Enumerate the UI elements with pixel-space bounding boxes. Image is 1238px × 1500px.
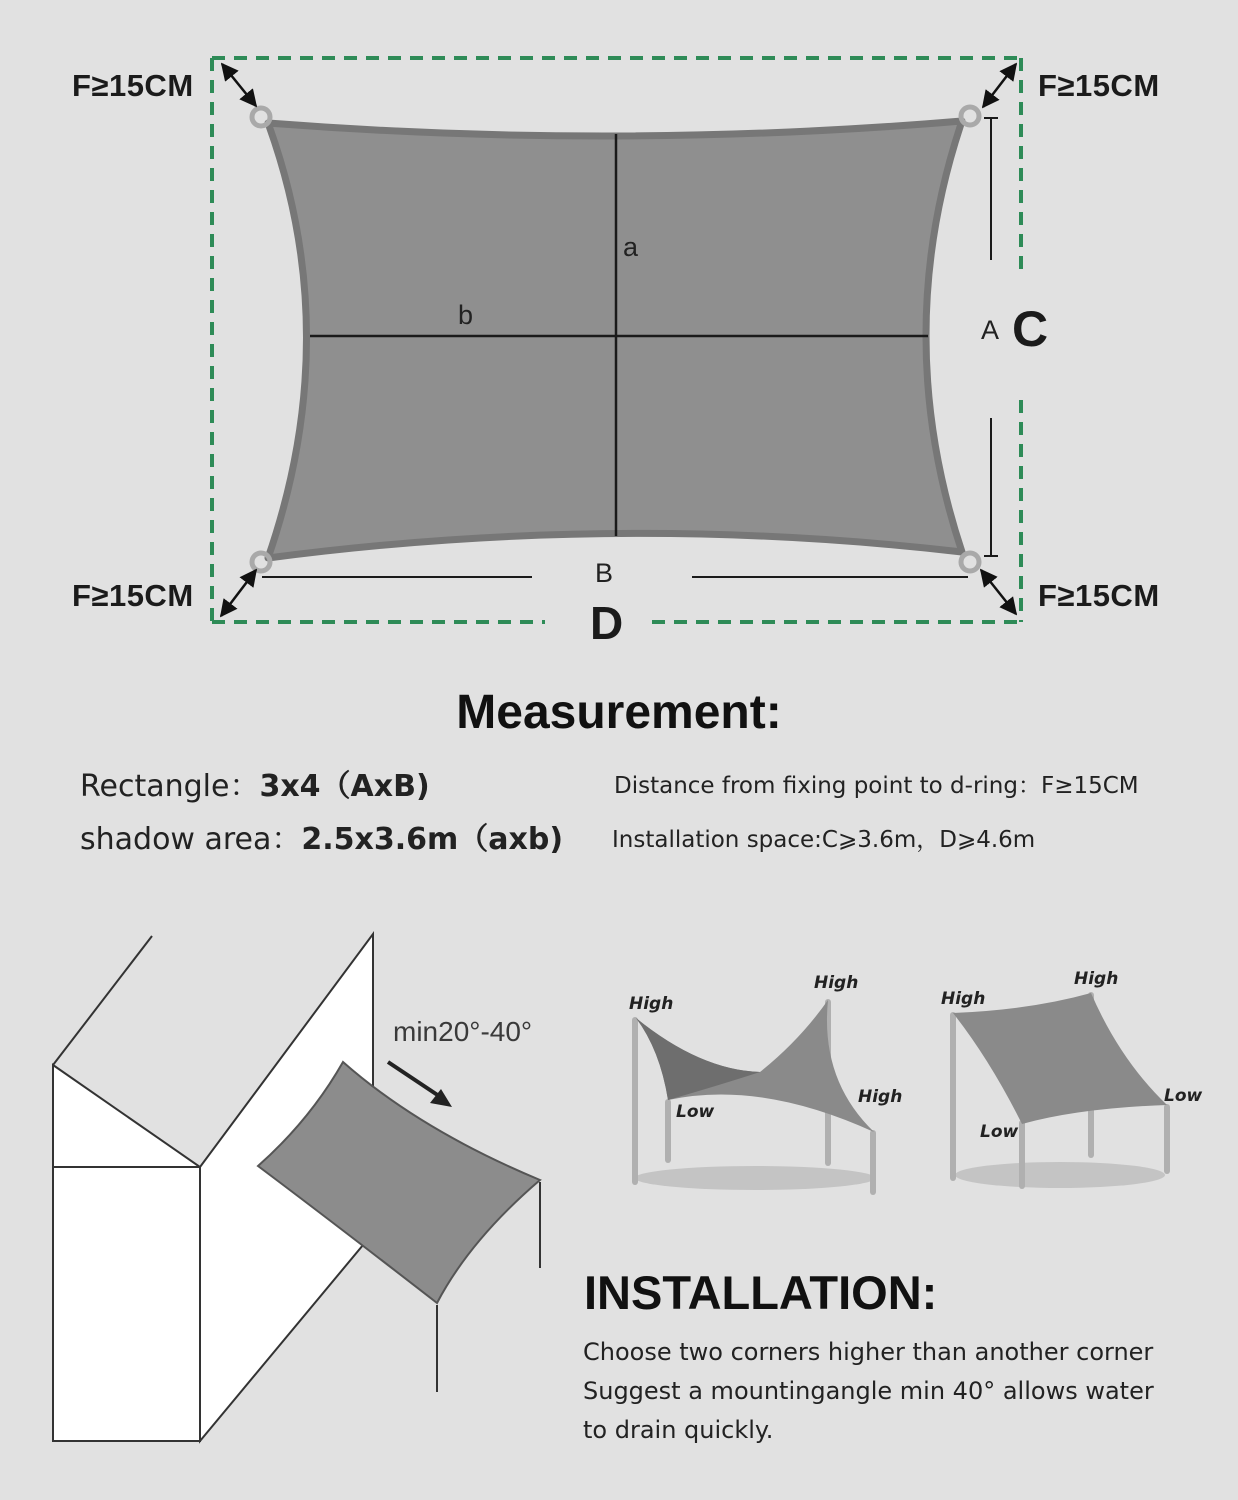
space-d-label: D xyxy=(590,597,624,649)
inner-width-label: b xyxy=(458,300,474,330)
installation-text-line: to drain quickly. xyxy=(583,1416,774,1444)
corner-height-label: High xyxy=(858,1087,903,1107)
corner-distance-label: F≥15CM xyxy=(72,578,194,613)
d-ring-icon xyxy=(961,553,979,571)
shadow-spec xyxy=(80,814,563,858)
corner-distance-label: F≥15CM xyxy=(1038,578,1160,613)
rectangle-value: 3x4（AxB) xyxy=(259,769,430,804)
rectangle-label: Rectangle： xyxy=(80,769,260,804)
space-spec: Installation space:C⩾3.6m，D⩾4.6m xyxy=(612,827,1036,853)
shadow-label: shadow area： xyxy=(80,822,302,857)
corner-height-label: High xyxy=(941,989,986,1009)
corner-height-label: High xyxy=(1074,969,1119,989)
distance-spec: Distance from fixing point to d-ring：F≥15CM xyxy=(614,773,1139,799)
installation-text-line: Suggest a mountingangle min 40° allows water xyxy=(583,1377,1154,1405)
corner-height-label: Low xyxy=(980,1122,1019,1142)
space-c-label: C xyxy=(1012,301,1049,357)
wall-mount-illustration xyxy=(40,925,570,1455)
f-arrow-top-right xyxy=(983,64,1016,107)
f-arrow-top-left xyxy=(222,64,256,106)
f-arrow-bottom-right xyxy=(981,570,1016,614)
corner-height-label: High xyxy=(629,994,674,1014)
f-arrow-bottom-left xyxy=(221,570,256,616)
side-b-label: B xyxy=(595,558,614,588)
side-a-label: A xyxy=(981,315,1000,345)
installation-text-line: Choose two corners higher than another corner xyxy=(583,1338,1154,1366)
corner-height-label: Low xyxy=(1164,1086,1203,1106)
corner-height-label: Low xyxy=(676,1102,715,1122)
rectangle-spec xyxy=(80,761,430,805)
corner-height-label: High xyxy=(814,973,859,993)
corner-distance-label: F≥15CM xyxy=(1038,68,1160,103)
mounting-angle-label: min20°-40° xyxy=(393,1016,533,1047)
corner-distance-label: F≥15CM xyxy=(72,68,194,103)
d-ring-icon xyxy=(252,553,270,571)
measurement-title: Measurement: xyxy=(456,686,782,739)
shadow-value: 2.5x3.6m（axb) xyxy=(301,822,564,857)
inner-height-label: a xyxy=(623,232,639,262)
d-ring-icon xyxy=(252,108,270,126)
d-ring-icon xyxy=(961,107,979,125)
installation-title: INSTALLATION: xyxy=(584,1266,938,1319)
